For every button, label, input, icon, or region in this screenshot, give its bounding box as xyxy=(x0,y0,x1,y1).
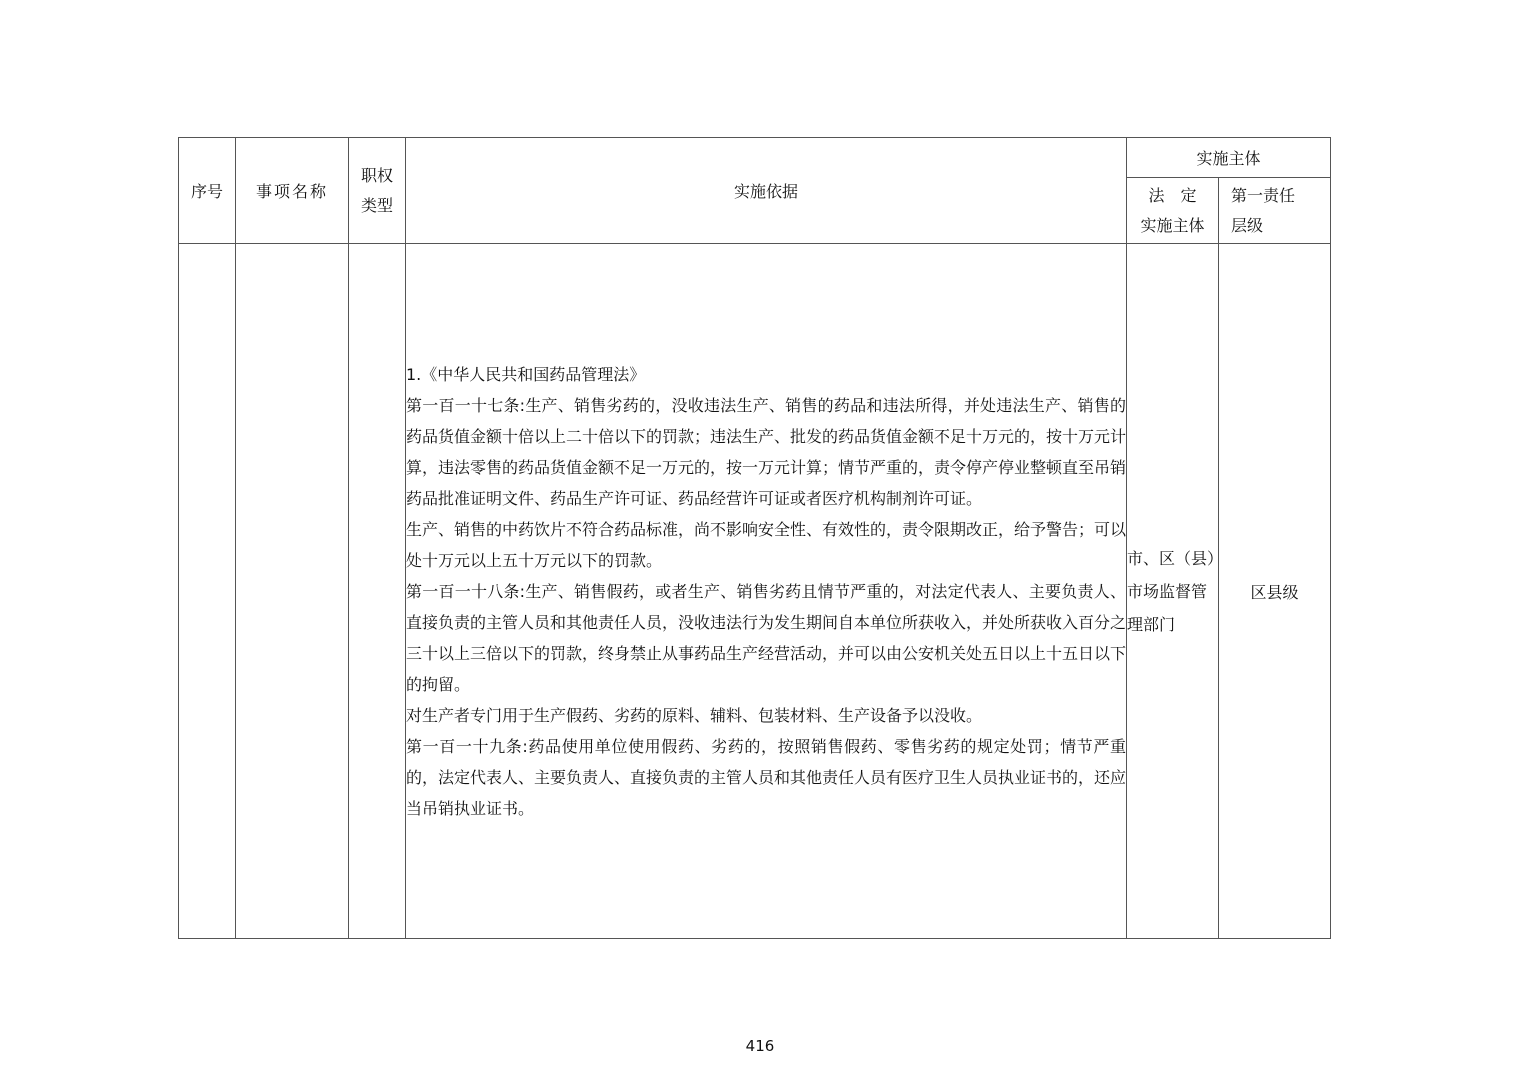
cell-seq xyxy=(179,244,236,939)
header-item-name: 事项名称 xyxy=(236,138,349,244)
header-row-1 xyxy=(179,138,1331,178)
basis-article-118-para2: 对生产者专门用于生产假药、劣药的原料、辅料、包装材料、生产设备予以没收。 xyxy=(406,705,983,725)
basis-article-118: 第一百一十八条:生产、销售假药，或者生产、销售劣药且情节严重的，对法定代表人、主要负责人、直接负责的主管人员和其他责任人员，没收违法行为发生期间自本单位所获收入，并处所获收入百分之三十以上三倍以下的罚款，终身禁止从事药品生产经营活动，并可以由公安机关处五日以上十五日以下的拘留。 xyxy=(406,581,1127,694)
cell-basis xyxy=(406,244,1127,939)
cell-legal-subject: 市、区（县）市场监督管理部门 xyxy=(1127,244,1219,939)
header-seq: 序号 xyxy=(179,138,236,244)
cell-item-name xyxy=(236,244,349,939)
table-row xyxy=(179,244,1331,939)
page-number: 416 xyxy=(745,1037,775,1055)
basis-article-119: 第一百一十九条:药品使用单位使用假药、劣药的，按照销售假药、零售劣药的规定处罚；情节严重的，法定代表人、主要负责人、直接负责的主管人员和其他责任人员有医疗卫生人员执业证书的，还应当吊销执业证书。 xyxy=(406,736,1127,818)
header-legal-subject xyxy=(1127,178,1219,244)
header-responsibility-level-line1: 第一责任 xyxy=(1231,185,1296,205)
header-responsibility-level xyxy=(1219,178,1331,244)
basis-article-117-para2: 生产、销售的中药饮片不符合药品标准，尚不影响安全性、有效性的，责令限期改正，给予警告；可以处十万元以上五十万元以下的罚款。 xyxy=(406,519,1127,570)
basis-article-117: 第一百一十七条:生产、销售劣药的，没收违法生产、销售的药品和违法所得，并处违法生产、销售的药品货值金额十倍以上二十倍以下的罚款；违法生产、批发的药品货值金额不足十万元的，按十万元计算，违法零售的药品货值金额不足一万元的，按一万元计算；情节严重的，责令停产停业整顿直至吊销药品批准证明文件、药品生产许可证、药品经营许可证或者医疗机构制剂许可证。 xyxy=(406,395,1127,508)
cell-responsibility-level: 区县级 xyxy=(1219,244,1331,939)
header-basis: 实施依据 xyxy=(406,138,1127,244)
header-authority-type-line2: 类型 xyxy=(360,195,393,215)
header-authority-type-line1: 职权 xyxy=(360,165,393,185)
header-responsibility-level-line2: 层级 xyxy=(1231,215,1264,235)
basis-law-title: 1.《中华人民共和国药品管理法》 xyxy=(406,364,646,384)
header-legal-subject-line2: 实施主体 xyxy=(1140,215,1205,235)
header-legal-subject-line1: 法 定 xyxy=(1148,185,1197,205)
authority-table xyxy=(178,137,1331,939)
header-authority-type xyxy=(349,138,406,244)
cell-authority-type xyxy=(349,244,406,939)
header-implementing-body: 实施主体 xyxy=(1127,138,1331,178)
